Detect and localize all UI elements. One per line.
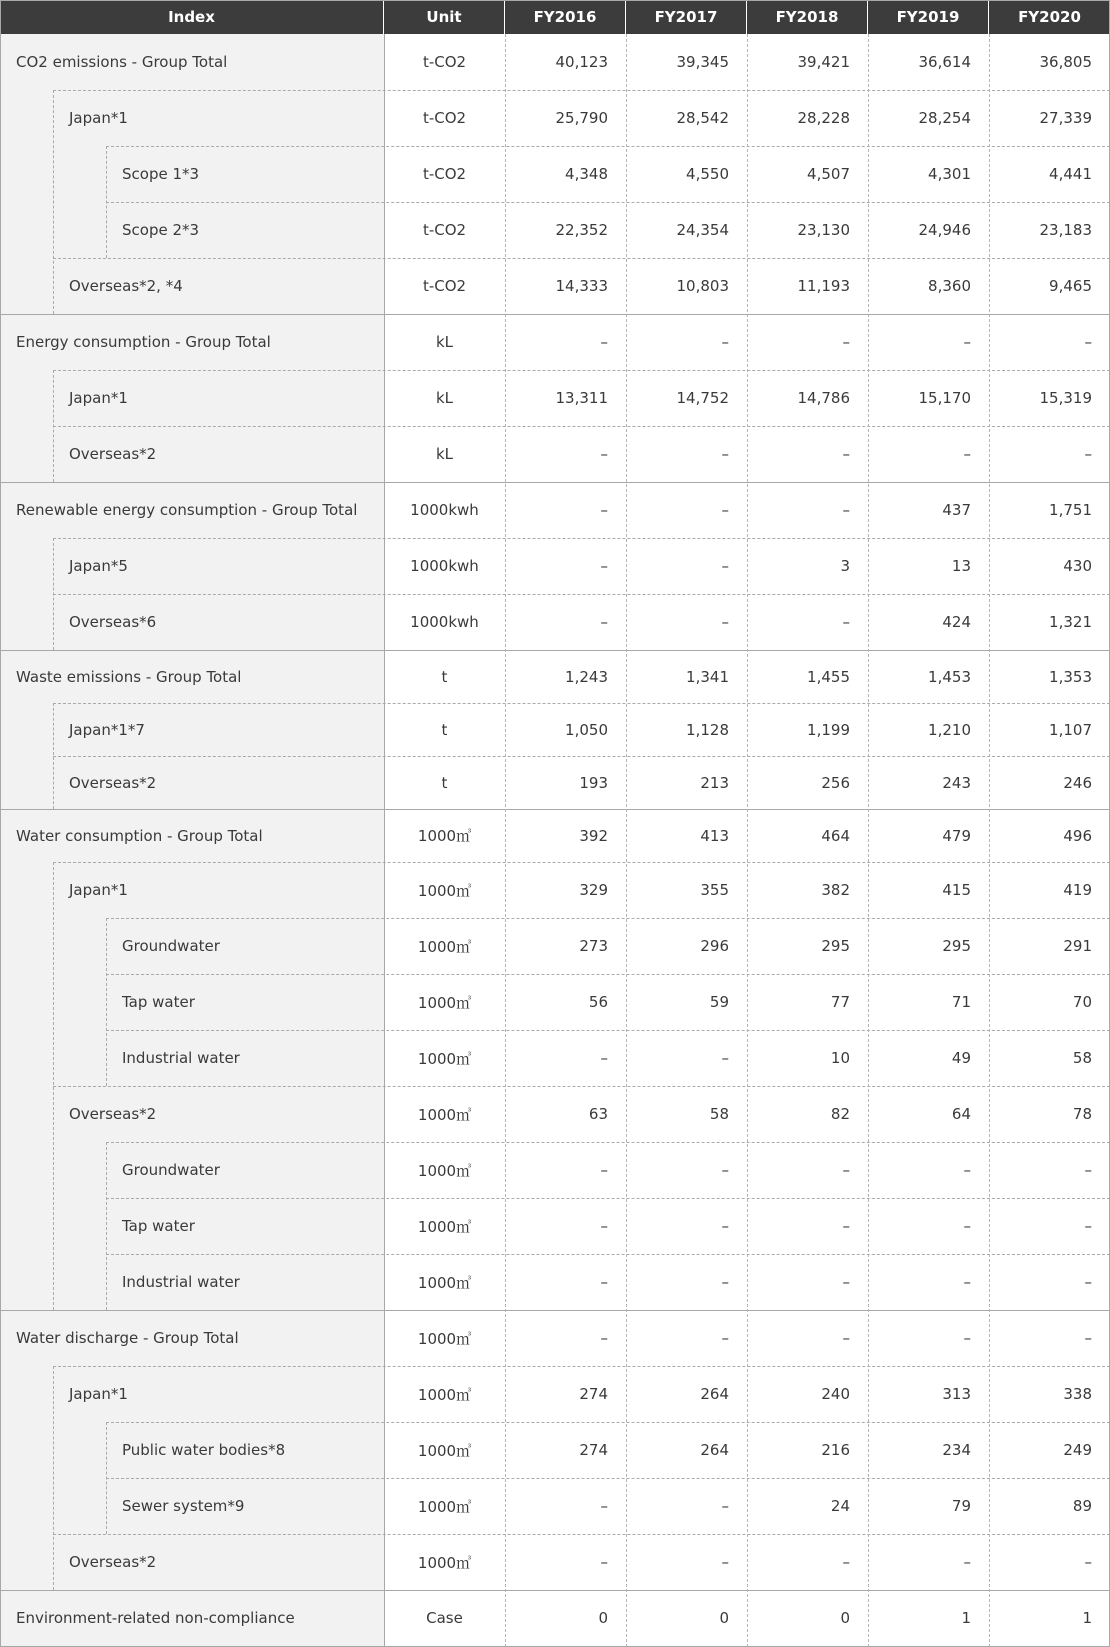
cell-fy2016: – (600, 1329, 608, 1347)
row-label: Japan*1*7 (69, 720, 145, 739)
row-label: Tap water (122, 1217, 195, 1235)
cell-fy2016: 25,790 (555, 109, 608, 127)
header-index: Index (0, 0, 384, 34)
row-unit: 1000㎥ (417, 1161, 472, 1180)
row-unit: 1000㎥ (417, 1329, 472, 1348)
row-label: Overseas*2, *4 (69, 277, 183, 295)
column-separator (989, 34, 990, 1647)
column-separator (505, 34, 506, 1647)
cell-fy2020: – (1084, 1161, 1092, 1179)
cell-fy2018: 0 (840, 1609, 850, 1627)
cell-fy2019: 295 (942, 937, 971, 955)
column-separator (626, 34, 627, 1647)
cell-fy2020: 1,107 (1049, 720, 1092, 739)
cell-fy2017: 10,803 (676, 277, 729, 295)
header-fy2018: FY2018 (747, 0, 868, 34)
cell-fy2018: 82 (830, 1105, 850, 1123)
row-label: Groundwater (122, 937, 220, 955)
cell-fy2019: 424 (942, 613, 971, 631)
cell-fy2020: 249 (1063, 1441, 1092, 1459)
cell-fy2019: 15,170 (918, 389, 971, 407)
cell-fy2017: 355 (700, 881, 729, 899)
row-unit: 1000㎥ (417, 1049, 472, 1068)
cell-fy2020: 89 (1072, 1497, 1092, 1515)
row-label: Japan*1 (69, 389, 128, 407)
cell-fy2017: – (721, 1497, 729, 1515)
cell-fy2019: 79 (951, 1497, 971, 1515)
row-unit: t-CO2 (422, 277, 467, 295)
cell-fy2019: – (963, 1217, 971, 1235)
cell-fy2017: – (721, 1217, 729, 1235)
row-label: Overseas*2 (69, 1553, 157, 1571)
cell-fy2020: 496 (1063, 826, 1092, 845)
cell-fy2016: 274 (579, 1441, 608, 1459)
row-unit: t-CO2 (422, 221, 467, 239)
cell-fy2019: 243 (942, 773, 971, 792)
cell-fy2018: 1,455 (807, 667, 850, 686)
cell-fy2020: 9,465 (1049, 277, 1092, 295)
cell-fy2017: – (721, 501, 729, 519)
cell-fy2017: 0 (719, 1609, 729, 1627)
row-label: Energy consumption - Group Total (16, 333, 271, 351)
cell-fy2019: – (963, 1329, 971, 1347)
cell-fy2016: – (600, 1497, 608, 1515)
row-label: Overseas*2 (69, 445, 157, 463)
cell-fy2017: 1,341 (686, 667, 729, 686)
cell-fy2018: 23,130 (797, 221, 850, 239)
row-unit: t-CO2 (422, 165, 467, 183)
cell-fy2018: 256 (821, 773, 850, 792)
cell-fy2017: 296 (700, 937, 729, 955)
header-fy2016: FY2016 (505, 0, 626, 34)
cell-fy2020: – (1084, 1329, 1092, 1347)
cell-fy2016: 1,243 (565, 667, 608, 686)
cell-fy2018: – (842, 1273, 850, 1291)
cell-fy2020: 338 (1063, 1385, 1092, 1403)
cell-fy2016: – (600, 1217, 608, 1235)
cell-fy2019: 8,360 (928, 277, 971, 295)
row-unit: t-CO2 (422, 109, 467, 127)
cell-fy2016: – (600, 445, 608, 463)
cell-fy2016: 193 (579, 773, 608, 792)
cell-fy2018: 39,421 (797, 53, 850, 71)
cell-fy2018: 3 (840, 557, 850, 575)
row-label: Overseas*2 (69, 773, 157, 792)
row-label: Tap water (122, 993, 195, 1011)
row-unit: t (441, 720, 448, 739)
row-label: Waste emissions - Group Total (16, 667, 242, 686)
cell-fy2019: – (963, 445, 971, 463)
row-unit: Case (426, 1609, 463, 1627)
row-unit: t (441, 667, 448, 686)
cell-fy2020: 58 (1072, 1049, 1092, 1067)
cell-fy2019: – (963, 1273, 971, 1291)
cell-fy2020: – (1084, 333, 1092, 351)
cell-fy2016: 0 (598, 1609, 608, 1627)
cell-fy2020: – (1084, 1217, 1092, 1235)
header-fy2019: FY2019 (868, 0, 989, 34)
cell-fy2019: 36,614 (918, 53, 971, 71)
row-label: Public water bodies*8 (122, 1441, 286, 1459)
cell-fy2019: – (963, 1553, 971, 1571)
indent-guide (53, 90, 54, 314)
cell-fy2020: 291 (1063, 937, 1092, 955)
row-unit: 1000㎥ (417, 1273, 472, 1292)
cell-fy2019: 437 (942, 501, 971, 519)
row-label: Japan*1 (69, 881, 128, 899)
cell-fy2017: 1,128 (686, 720, 729, 739)
cell-fy2018: – (842, 1329, 850, 1347)
cell-fy2019: – (963, 333, 971, 351)
cell-fy2016: – (600, 333, 608, 351)
row-label: Overseas*6 (69, 613, 157, 631)
cell-fy2016: 274 (579, 1385, 608, 1403)
row-label: Japan*1 (69, 109, 128, 127)
cell-fy2017: – (721, 1161, 729, 1179)
cell-fy2017: 213 (700, 773, 729, 792)
indent-guide (53, 1366, 54, 1590)
row-unit: 1000㎥ (417, 1441, 472, 1460)
cell-fy2016: – (600, 613, 608, 631)
row-label: Overseas*2 (69, 1105, 157, 1123)
cell-fy2018: 295 (821, 937, 850, 955)
cell-fy2018: 10 (830, 1049, 850, 1067)
cell-fy2018: 14,786 (797, 389, 850, 407)
cell-fy2019: 49 (951, 1049, 971, 1067)
row-unit: 1000㎥ (417, 881, 472, 900)
cell-fy2018: – (842, 333, 850, 351)
header-unit: Unit (384, 0, 505, 34)
cell-fy2018: 382 (821, 881, 850, 899)
cell-fy2018: 1,199 (807, 720, 850, 739)
row-label: Industrial water (122, 1273, 240, 1291)
cell-fy2019: 234 (942, 1441, 971, 1459)
row-label: Scope 1*3 (122, 165, 200, 183)
cell-fy2020: 246 (1063, 773, 1092, 792)
cell-fy2019: – (963, 1161, 971, 1179)
cell-fy2017: 24,354 (676, 221, 729, 239)
cell-fy2020: – (1084, 1273, 1092, 1291)
row-label: Scope 2*3 (122, 221, 200, 239)
cell-fy2017: 264 (700, 1441, 729, 1459)
cell-fy2017: – (721, 1273, 729, 1291)
cell-fy2020: 1,751 (1049, 501, 1092, 519)
cell-fy2018: 216 (821, 1441, 850, 1459)
cell-fy2017: 59 (709, 993, 729, 1011)
cell-fy2020: 1,353 (1049, 667, 1092, 686)
row-label: Industrial water (122, 1049, 240, 1067)
cell-fy2016: – (600, 557, 608, 575)
cell-fy2020: 27,339 (1039, 109, 1092, 127)
cell-fy2018: 11,193 (797, 277, 850, 295)
row-unit: 1000㎥ (417, 1553, 472, 1572)
row-unit: 1000㎥ (417, 937, 472, 956)
cell-fy2020: 1,321 (1049, 613, 1092, 631)
cell-fy2019: 24,946 (918, 221, 971, 239)
cell-fy2018: – (842, 445, 850, 463)
row-label: Japan*5 (69, 557, 128, 575)
cell-fy2018: 4,507 (807, 165, 850, 183)
cell-fy2017: 14,752 (676, 389, 729, 407)
row-label: CO2 emissions - Group Total (16, 53, 228, 71)
cell-fy2016: 273 (579, 937, 608, 955)
cell-fy2017: – (721, 445, 729, 463)
cell-fy2018: 24 (830, 1497, 850, 1515)
cell-fy2018: 464 (821, 826, 850, 845)
cell-fy2016: 40,123 (555, 53, 608, 71)
header-fy2017: FY2017 (626, 0, 747, 34)
cell-fy2016: – (600, 1049, 608, 1067)
cell-fy2016: 4,348 (565, 165, 608, 183)
cell-fy2019: 313 (942, 1385, 971, 1403)
cell-fy2018: – (842, 613, 850, 631)
cell-fy2016: – (600, 1273, 608, 1291)
cell-fy2020: 4,441 (1049, 165, 1092, 183)
cell-fy2019: 415 (942, 881, 971, 899)
cell-fy2016: 329 (579, 881, 608, 899)
column-separator (747, 34, 748, 1647)
row-label: Japan*1 (69, 1385, 128, 1403)
row-label: Water discharge - Group Total (16, 1329, 239, 1347)
cell-fy2020: 70 (1072, 993, 1092, 1011)
cell-fy2020: 1 (1082, 1609, 1092, 1627)
cell-fy2017: 4,550 (686, 165, 729, 183)
cell-fy2017: – (721, 1329, 729, 1347)
cell-fy2018: 240 (821, 1385, 850, 1403)
indent-guide (106, 918, 107, 1086)
row-unit: 1000kwh (410, 501, 479, 519)
cell-fy2019: 479 (942, 826, 971, 845)
row-unit: 1000kwh (410, 613, 479, 631)
cell-fy2018: – (842, 1217, 850, 1235)
cell-fy2016: 63 (588, 1105, 608, 1123)
row-unit: kL (435, 445, 454, 463)
cell-fy2016: – (600, 501, 608, 519)
cell-fy2018: 28,228 (797, 109, 850, 127)
cell-fy2016: 1,050 (565, 720, 608, 739)
cell-fy2017: – (721, 613, 729, 631)
cell-fy2020: – (1084, 1553, 1092, 1571)
cell-fy2020: – (1084, 445, 1092, 463)
row-unit: kL (435, 389, 454, 407)
cell-fy2016: – (600, 1161, 608, 1179)
cell-fy2020: 36,805 (1039, 53, 1092, 71)
row-label: Groundwater (122, 1161, 220, 1179)
row-unit: t (441, 773, 448, 792)
cell-fy2020: 23,183 (1039, 221, 1092, 239)
cell-fy2020: 419 (1063, 881, 1092, 899)
cell-fy2018: – (842, 1553, 850, 1571)
cell-fy2017: – (721, 557, 729, 575)
cell-fy2018: – (842, 501, 850, 519)
cell-fy2018: 77 (830, 993, 850, 1011)
row-unit: 1000㎥ (417, 827, 472, 845)
cell-fy2017: – (721, 1553, 729, 1571)
cell-fy2018: – (842, 1161, 850, 1179)
cell-fy2016: 13,311 (555, 389, 608, 407)
cell-fy2019: 4,301 (928, 165, 971, 183)
cell-fy2016: 392 (579, 826, 608, 845)
cell-fy2017: 413 (700, 826, 729, 845)
cell-fy2017: 58 (709, 1105, 729, 1123)
cell-fy2016: 14,333 (555, 277, 608, 295)
column-separator (868, 34, 869, 1647)
cell-fy2017: – (721, 333, 729, 351)
cell-fy2020: 430 (1063, 557, 1092, 575)
cell-fy2019: 1 (961, 1609, 971, 1627)
cell-fy2017: 28,542 (676, 109, 729, 127)
header-fy2020: FY2020 (989, 0, 1110, 34)
row-label: Water consumption - Group Total (16, 826, 263, 845)
row-label: Environment-related non-compliance (16, 1609, 295, 1627)
cell-fy2019: 1,210 (928, 720, 971, 739)
cell-fy2019: 13 (951, 557, 971, 575)
row-unit: 1000㎥ (417, 1217, 472, 1236)
cell-fy2017: 39,345 (676, 53, 729, 71)
cell-fy2016: 22,352 (555, 221, 608, 239)
row-label: Renewable energy consumption - Group Total (16, 501, 358, 519)
row-unit: 1000㎥ (417, 1497, 472, 1516)
cell-fy2017: 264 (700, 1385, 729, 1403)
cell-fy2020: 15,319 (1039, 389, 1092, 407)
row-label: Sewer system*9 (122, 1497, 245, 1515)
row-unit: 1000㎥ (417, 1105, 472, 1124)
cell-fy2019: 71 (951, 993, 971, 1011)
cell-fy2020: 78 (1072, 1105, 1092, 1123)
cell-fy2017: – (721, 1049, 729, 1067)
cell-fy2019: 28,254 (918, 109, 971, 127)
indent-guide (106, 1142, 107, 1310)
row-unit: t-CO2 (422, 53, 467, 71)
cell-fy2019: 64 (951, 1105, 971, 1123)
cell-fy2019: 1,453 (928, 667, 971, 686)
row-unit: kL (435, 333, 454, 351)
cell-fy2016: – (600, 1553, 608, 1571)
row-unit: 1000㎥ (417, 993, 472, 1012)
row-unit: 1000kwh (410, 557, 479, 575)
cell-fy2016: 56 (588, 993, 608, 1011)
row-unit: 1000㎥ (417, 1385, 472, 1404)
